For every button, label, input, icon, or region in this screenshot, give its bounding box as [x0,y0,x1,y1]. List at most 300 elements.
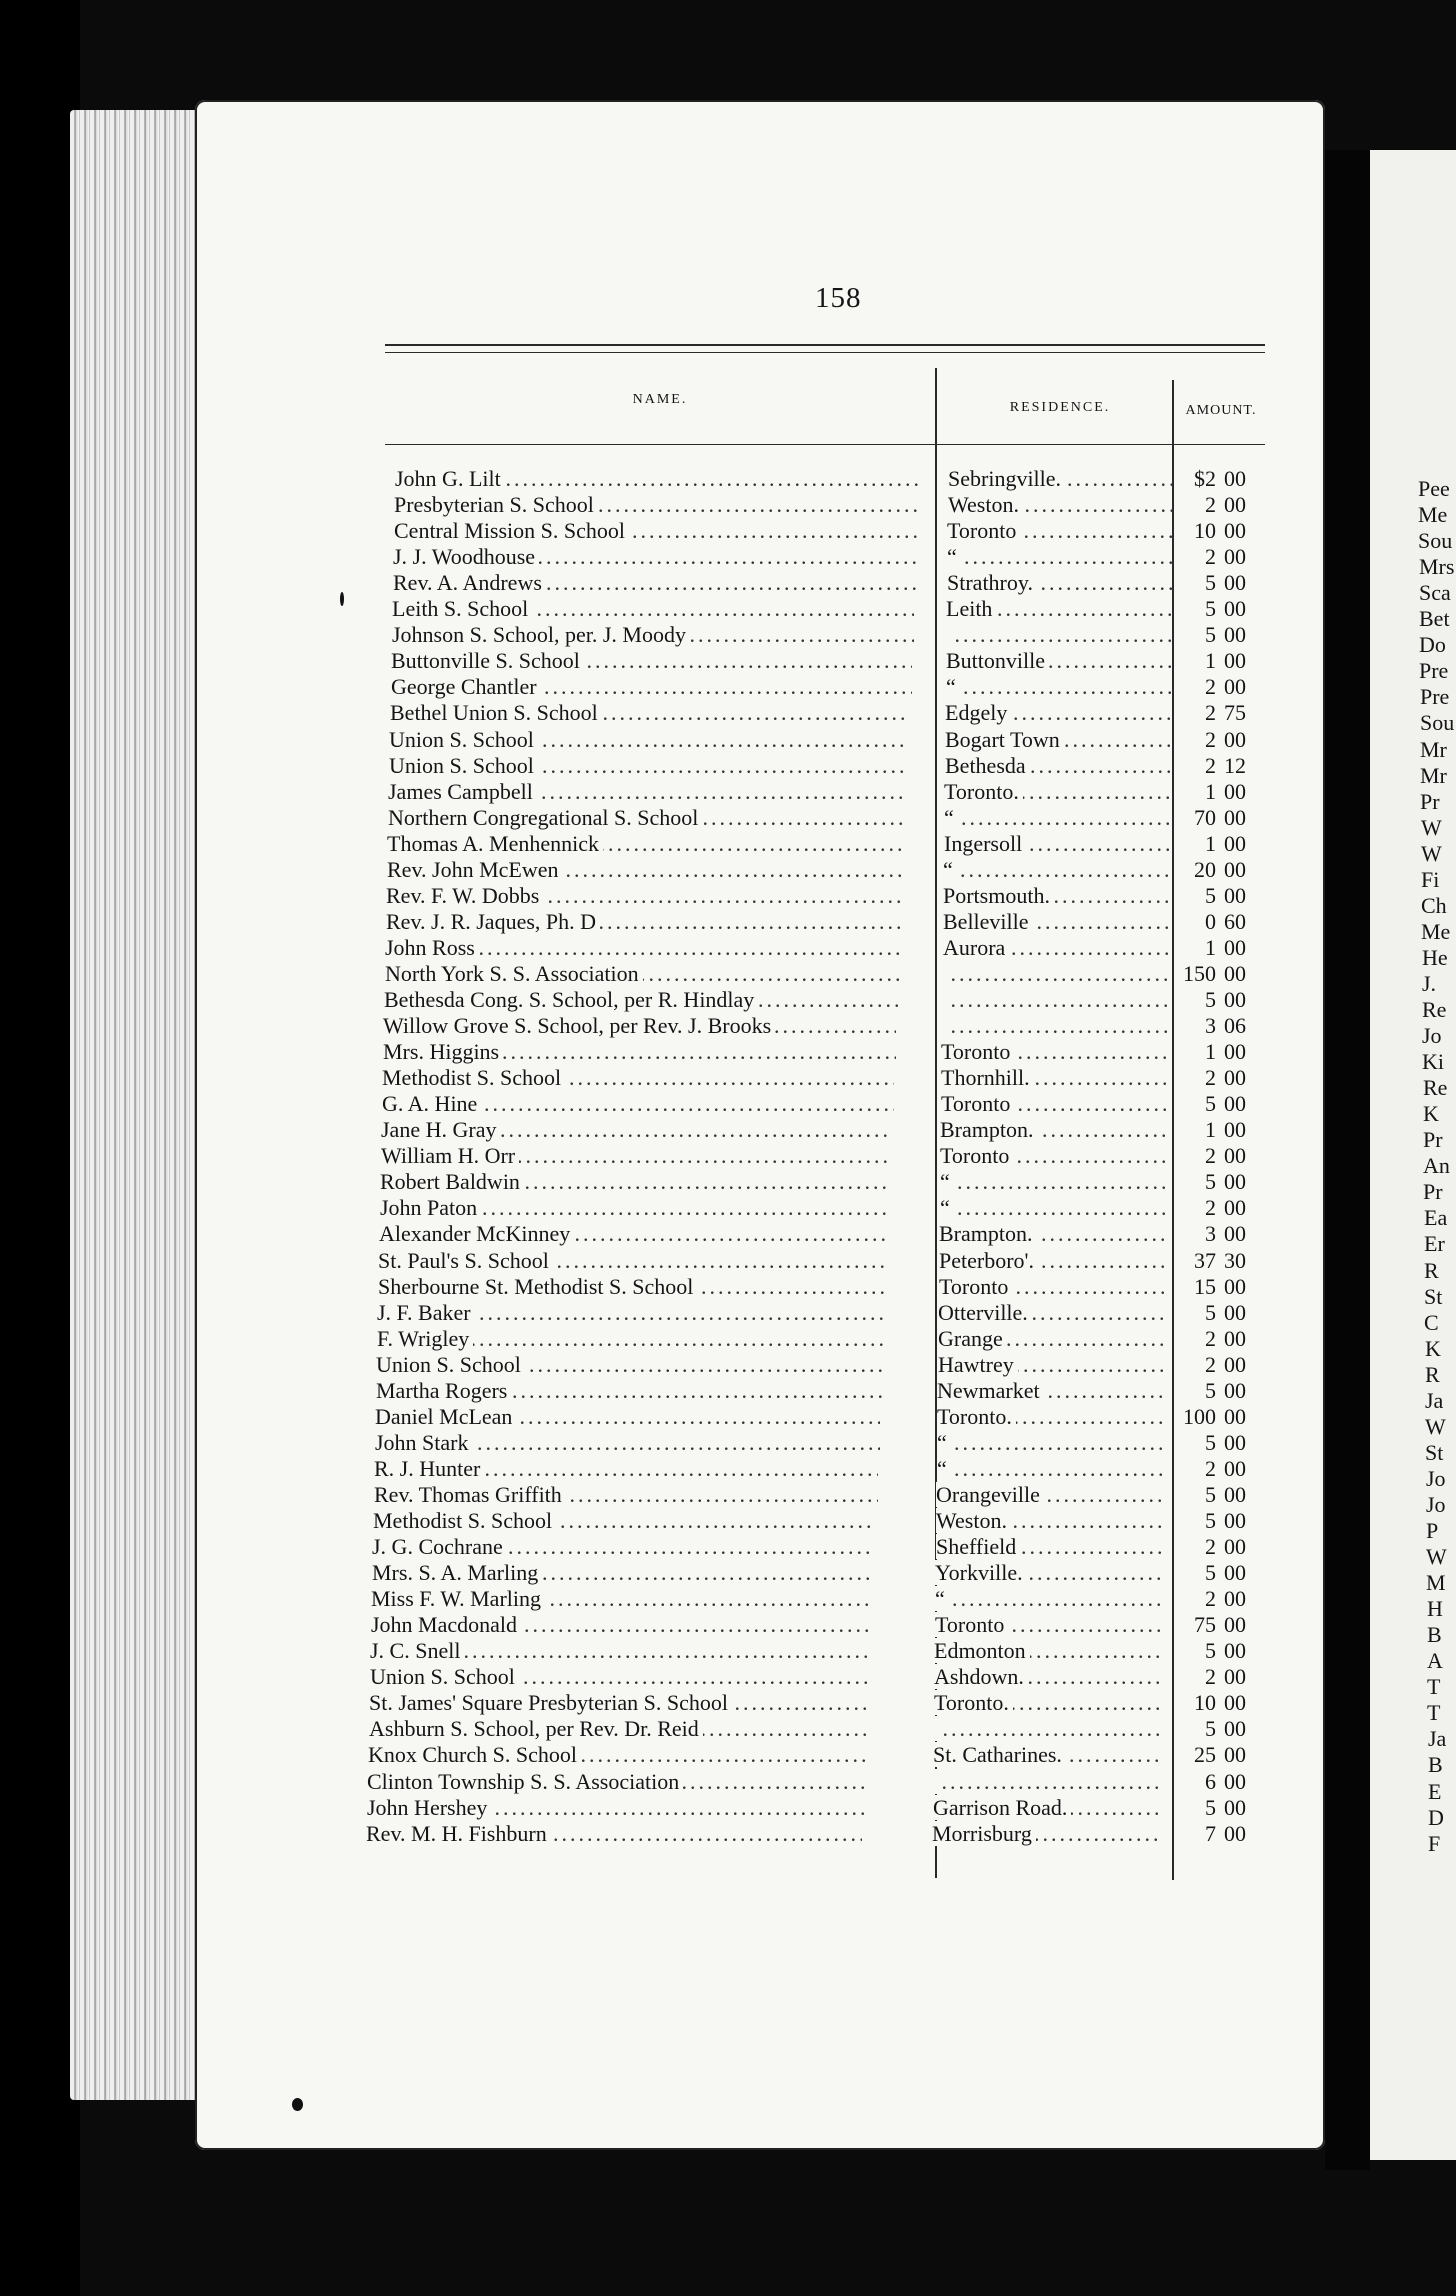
amount-dollars: 2 [1205,544,1216,570]
entry-amount [1160,1274,1270,1300]
entry-name-text: Central Mission S. School [394,518,629,543]
header-residence: RESIDENCE. [1009,400,1111,415]
ledger-row [0,518,1300,544]
entry-residence-text [942,1013,946,1038]
entry-name [381,1117,892,1143]
entry-residence [947,518,1172,544]
facing-page-fragment: Do [1419,632,1446,658]
entry-residence-text: “ [940,1169,954,1194]
amount-dollars: 2 [1205,1325,1216,1351]
amount-cents: 00 [1224,1534,1246,1560]
amount-cents: 00 [1224,1455,1246,1481]
entry-residence [942,987,1167,1013]
entry-residence-text: “ [937,1430,951,1455]
entry-residence [938,1300,1163,1326]
entry-name [387,831,904,857]
entry-amount [1160,1769,1270,1795]
entry-name [391,648,912,674]
ledger-row [0,1013,1300,1039]
entry-residence [940,1117,1165,1143]
entry-residence-text: “ [943,857,957,882]
entry-residence-text: Toronto. [937,1404,1016,1429]
ledger-row [0,1221,1300,1247]
entry-name [381,1143,892,1169]
ledger-row [0,857,1300,883]
amount-cents: 00 [1224,1351,1246,1377]
amount-dollars: 2 [1205,1455,1216,1481]
facing-page-fragment: W [1425,1413,1446,1439]
amount-cents: 00 [1224,622,1246,648]
amount-dollars: 20 [1194,856,1216,882]
entry-name [369,1690,868,1716]
ledger-row [0,622,1300,648]
amount-cents: 00 [1224,674,1246,700]
amount-cents: 00 [1224,1091,1246,1117]
entry-name-text: J. J. Woodhouse [393,544,539,569]
amount-cents: 00 [1224,1794,1246,1820]
entry-amount [1160,1195,1270,1221]
entry-residence-text: Sebringville. [948,466,1065,491]
entry-amount [1160,648,1270,674]
amount-cents: 00 [1224,856,1246,882]
amount-dollars: 1 [1205,830,1216,856]
entry-name [378,1248,886,1274]
entry-name [393,544,916,570]
entry-residence-text: Thornhill. [941,1065,1034,1090]
entry-name [379,1221,888,1247]
facing-page-fragment: A [1427,1648,1443,1674]
entry-name-text: Union S. School [389,753,538,778]
ledger-row [0,909,1300,935]
entry-name [376,1352,882,1378]
entry-residence [941,1039,1166,1065]
entry-name-text: Mrs. S. A. Marling [372,1560,542,1585]
entry-residence [936,1534,1161,1560]
entry-name-text: Johnson S. School, per. J. Moody [392,622,690,647]
entry-name-text: Union S. School [370,1664,519,1689]
amount-cents: 00 [1224,1429,1246,1455]
entry-name-text: Ashburn S. School, per Rev. Dr. Reid [369,1716,703,1741]
entry-amount [1160,1091,1270,1117]
amount-cents: 00 [1224,960,1246,986]
entry-name [392,622,914,648]
ledger-row [0,1195,1300,1221]
amount-dollars: 1 [1205,1039,1216,1065]
amount-dollars: 2 [1205,752,1216,778]
entry-name [395,466,920,492]
entry-amount [1160,1404,1270,1430]
amount-dollars: 37 [1194,1247,1216,1273]
entry-residence-text: Hawtrey [938,1352,1018,1377]
entry-amount [1160,831,1270,857]
entry-residence [943,909,1168,935]
amount-dollars: 10 [1194,1690,1216,1716]
entry-name-text: Daniel McLean [375,1404,516,1429]
entry-name-text: Jane H. Gray [381,1117,500,1142]
facing-page-fragment: W [1426,1544,1447,1570]
entry-residence-text: Toronto [941,1039,1014,1064]
entry-residence-text: Toronto. [944,779,1023,804]
entry-name-text: St. James' Square Presbyterian S. School [369,1690,732,1715]
entry-amount [1160,1795,1270,1821]
facing-page-fragment: Me [1418,502,1448,528]
facing-page-fragment: T [1427,1674,1441,1700]
entry-name-text: John G. Lilt [395,466,505,491]
ledger-row [0,1821,1300,1847]
entry-name-text: Clinton Township S. S. Association [367,1769,683,1794]
entry-name-text: Rev. Thomas Griffith [374,1482,566,1507]
entry-amount [1160,1039,1270,1065]
entry-residence [946,622,1171,648]
amount-dollars: 25 [1194,1742,1216,1768]
entry-amount [1160,1430,1270,1456]
entry-name-text: Bethesda Cong. S. School, per R. Hindlay [384,987,758,1012]
entry-residence-text: Toronto [939,1274,1012,1299]
entry-name [394,492,918,518]
facing-page-fragment: C [1424,1309,1439,1335]
amount-dollars: $2 [1194,466,1216,491]
amount-cents: 00 [1224,1377,1246,1403]
amount-cents: 00 [1224,1820,1246,1846]
facing-page-fragment: K [1423,1101,1439,1127]
amount-dollars: 2 [1205,1065,1216,1091]
amount-cents: 00 [1224,570,1246,596]
entry-amount [1160,1248,1270,1274]
entry-residence-text [942,987,946,1012]
facing-page-fragment: Jo [1426,1465,1446,1491]
entry-residence-text: Orangeville [936,1482,1044,1507]
entry-amount [1160,1065,1270,1091]
entry-name [382,1065,894,1091]
ledger-row [0,1456,1300,1482]
facing-page-fragment: Pre [1419,658,1449,684]
ledger-row [0,727,1300,753]
amount-cents: 00 [1224,1169,1246,1195]
facing-page-fragment: He [1422,944,1448,970]
entry-residence [945,753,1170,779]
facing-page-fragment: M [1426,1570,1446,1596]
entry-name-text: J. C. Snell [370,1638,464,1663]
entry-name [374,1482,878,1508]
facing-page-fragment: Er [1424,1231,1445,1257]
entry-name-text: Thomas A. Menhennick [387,831,603,856]
entry-residence [940,1143,1165,1169]
ledger-row [0,1404,1300,1430]
entry-amount [1160,1821,1270,1847]
entry-residence-text: Otterville. [938,1300,1032,1325]
entry-residence [946,596,1171,622]
amount-cents: 00 [1224,1065,1246,1091]
amount-dollars: 6 [1205,1768,1216,1794]
amount-dollars: 5 [1205,596,1216,622]
ledger-row [0,883,1300,909]
top-rule [385,344,1265,346]
amount-cents: 00 [1224,882,1246,908]
entry-name-text: Leith S. School [392,596,532,621]
facing-page-fragment: H [1427,1596,1443,1622]
amount-dollars: 2 [1205,700,1216,726]
amount-dollars: 5 [1205,1508,1216,1533]
entry-residence [934,1690,1159,1716]
entry-amount [1160,492,1270,518]
entry-amount [1160,883,1270,909]
entry-amount [1160,1716,1270,1742]
entry-amount [1160,570,1270,596]
amount-dollars: 1 [1205,778,1216,804]
amount-dollars: 2 [1205,1664,1216,1690]
ledger-row [0,1430,1300,1456]
entry-name-text: F. Wrigley [377,1326,473,1351]
entry-amount [1160,544,1270,570]
entry-residence [936,1508,1161,1534]
amount-dollars: 5 [1205,570,1216,596]
entry-residence-text: St. Catharines. [933,1742,1066,1767]
facing-page-fragment: R [1425,1361,1440,1387]
amount-cents: 00 [1224,1742,1246,1768]
entry-residence-text: Sheffield [936,1534,1020,1559]
entry-residence [946,648,1171,674]
amount-cents: 00 [1224,544,1246,570]
amount-cents: 00 [1224,1117,1246,1143]
entry-residence-text: Portsmouth. [943,883,1054,908]
facing-page-fragment: Ja [1425,1387,1444,1413]
entry-residence-text: Toronto [940,1143,1013,1168]
facing-page-fragment: T [1427,1700,1441,1726]
ledger-row [0,935,1300,961]
amount-dollars: 5 [1205,1169,1216,1195]
ledger-row [0,1065,1300,1091]
entry-amount [1160,1117,1270,1143]
entry-name [370,1638,870,1664]
facing-page-fragment: An [1423,1153,1450,1179]
amount-cents: 00 [1224,1638,1246,1664]
entry-amount [1160,805,1270,831]
ink-mark [340,592,344,606]
amount-dollars: 2 [1205,1586,1216,1612]
ledger-row [0,1769,1300,1795]
amount-cents: 00 [1224,596,1246,622]
amount-dollars: 5 [1205,1429,1216,1455]
entry-name-text: Bethel Union S. School [390,700,602,725]
entry-residence-text: Toronto [941,1091,1014,1116]
amount-cents: 00 [1224,648,1246,674]
facing-page-fragment: B [1427,1622,1442,1648]
amount-cents: 12 [1224,752,1246,778]
entry-name [384,987,898,1013]
entry-amount [1160,909,1270,935]
amount-cents: 00 [1224,987,1246,1012]
entry-name [372,1560,874,1586]
entry-residence-text: Morrisburg [932,1821,1036,1846]
amount-cents: 00 [1224,1690,1246,1716]
entry-name [372,1534,874,1560]
amount-dollars: 1 [1205,1117,1216,1143]
entry-name-text: J. F. Baker [377,1300,475,1325]
entry-residence-text: Brampton. [939,1221,1037,1246]
entry-residence-text: “ [944,805,958,830]
facing-page-fragment: D [1428,1804,1444,1830]
entry-name-text: James Campbell [388,779,537,804]
entry-residence [939,1248,1164,1274]
entry-residence [938,1326,1163,1352]
entry-name [371,1586,872,1612]
entry-residence-text: “ [935,1586,949,1611]
top-rule-thin [385,352,1265,353]
page-number: 158 [815,282,862,314]
entry-amount [1160,1326,1270,1352]
amount-dollars: 5 [1205,1377,1216,1403]
amount-cents: 00 [1224,1221,1246,1247]
ledger-row [0,753,1300,779]
entry-residence [944,779,1169,805]
entry-name-text: Rev. John McEwen [387,857,563,882]
facing-page-fragment: Mr [1420,762,1447,788]
entry-name-text: John Ross [385,935,479,960]
entry-name [378,1274,886,1300]
entry-amount [1160,1664,1270,1690]
entry-amount [1160,961,1270,987]
entry-name-text: Mrs. Higgins [383,1039,503,1064]
amount-cents: 75 [1224,700,1246,726]
amount-dollars: 5 [1205,1794,1216,1820]
amount-dollars: 2 [1205,674,1216,700]
ledger-row [0,1352,1300,1378]
ledger-row [0,700,1300,726]
entry-name-text: Sherbourne St. Methodist S. School [378,1274,697,1299]
amount-dollars: 1 [1205,648,1216,674]
entry-residence-text: Weston. [936,1508,1011,1533]
entry-residence [935,1560,1160,1586]
entry-residence-text: Bogart Town [945,727,1064,752]
entry-residence-text: Toronto. [934,1690,1013,1715]
amount-cents: 00 [1224,1039,1246,1065]
ledger-row [0,987,1300,1013]
amount-dollars: 1 [1205,934,1216,960]
entry-name [383,1039,896,1065]
entry-amount [1160,674,1270,700]
amount-dollars: 2 [1205,726,1216,752]
entry-name-text: Alexander McKinney [379,1221,574,1246]
entry-residence [937,1378,1162,1404]
entry-name-text: North York S. S. Association [385,961,643,986]
entry-name-text: Northern Congregational S. School [388,805,702,830]
facing-page-fragment: Jo [1422,1023,1442,1049]
ledger-row [0,831,1300,857]
amount-cents: 00 [1224,1273,1246,1299]
amount-cents: 00 [1224,726,1246,752]
entry-amount [1160,1143,1270,1169]
entry-amount [1160,1534,1270,1560]
ledger-row [0,1586,1300,1612]
entry-amount [1160,935,1270,961]
amount-cents: 00 [1224,778,1246,804]
entry-residence [947,570,1172,596]
entry-residence-text [934,1716,938,1741]
entry-name-text: Union S. School [376,1352,525,1377]
ledger-row [0,1143,1300,1169]
entry-name-text: John Macdonald [371,1612,521,1637]
entry-name-text: William H. Orr [381,1143,519,1168]
amount-dollars: 2 [1205,1195,1216,1221]
entry-residence-text: Grange [938,1326,1007,1351]
entry-residence [935,1586,1160,1612]
header-name: NAME. [632,392,688,407]
entry-name [383,1013,896,1039]
amount-cents: 60 [1224,908,1246,934]
entry-name [392,596,914,622]
entry-amount [1160,987,1270,1013]
entry-residence-text: Ashdown. [934,1664,1028,1689]
entry-name-text: John Hershey [367,1795,491,1820]
entry-residence [932,1821,1157,1847]
entry-name [369,1716,868,1742]
entry-name-text: Robert Baldwin [380,1169,524,1194]
entry-name-text: Rev. J. R. Jaques, Ph. D [386,909,600,934]
entry-residence [934,1716,1159,1742]
ledger-row [0,1248,1300,1274]
entry-name [373,1508,876,1534]
amount-dollars: 7 [1205,1820,1216,1846]
entry-residence [937,1456,1162,1482]
amount-dollars: 0 [1205,908,1216,934]
entry-residence [948,466,1173,492]
entry-residence-text: Leith [946,596,996,621]
entry-name-text: G. A. Hine [382,1091,481,1116]
amount-dollars: 5 [1205,622,1216,648]
facing-page-fragment: St [1425,1439,1444,1465]
facing-page-fragment: Pr [1423,1127,1443,1153]
amount-cents: 00 [1224,1481,1246,1507]
entry-residence-text: Garrison Road. [933,1795,1071,1820]
facing-page-fragment: Sou [1418,528,1453,554]
entry-amount [1160,518,1270,544]
entry-residence [938,1352,1163,1378]
amount-dollars: 10 [1194,518,1216,544]
amount-dollars: 5 [1205,1560,1216,1586]
amount-cents: 00 [1224,1586,1246,1612]
facing-page-fragment: Re [1422,997,1447,1022]
entry-name [386,909,902,935]
entry-amount [1160,1560,1270,1586]
facing-page-fragment: Pr [1420,788,1440,814]
facing-page-fragment: Me [1421,918,1451,944]
entry-residence-text: Bethesda [945,753,1030,778]
entry-name [367,1769,864,1795]
amount-cents: 00 [1224,1768,1246,1794]
amount-dollars: 3 [1205,1221,1216,1247]
entry-amount [1160,753,1270,779]
entry-name [367,1795,864,1821]
facing-page-fragment: W [1421,840,1442,866]
facing-page-fragment: F [1428,1830,1441,1856]
entry-amount [1160,1300,1270,1326]
entry-residence-text: “ [937,1456,951,1481]
ledger-row [0,1091,1300,1117]
entry-amount [1160,1742,1270,1768]
ledger-row [0,1326,1300,1352]
entry-name [380,1169,890,1195]
entry-name-text: Martha Rogers [376,1378,511,1403]
ledger-row [0,1482,1300,1508]
entry-name [376,1378,882,1404]
amount-cents: 00 [1224,466,1246,491]
entry-name-text: Knox Church S. School [368,1742,581,1767]
entry-name [382,1091,894,1117]
entry-residence [943,935,1168,961]
entry-amount [1160,1456,1270,1482]
entry-residence-text: Belleville [943,909,1033,934]
entry-residence [942,961,1167,987]
